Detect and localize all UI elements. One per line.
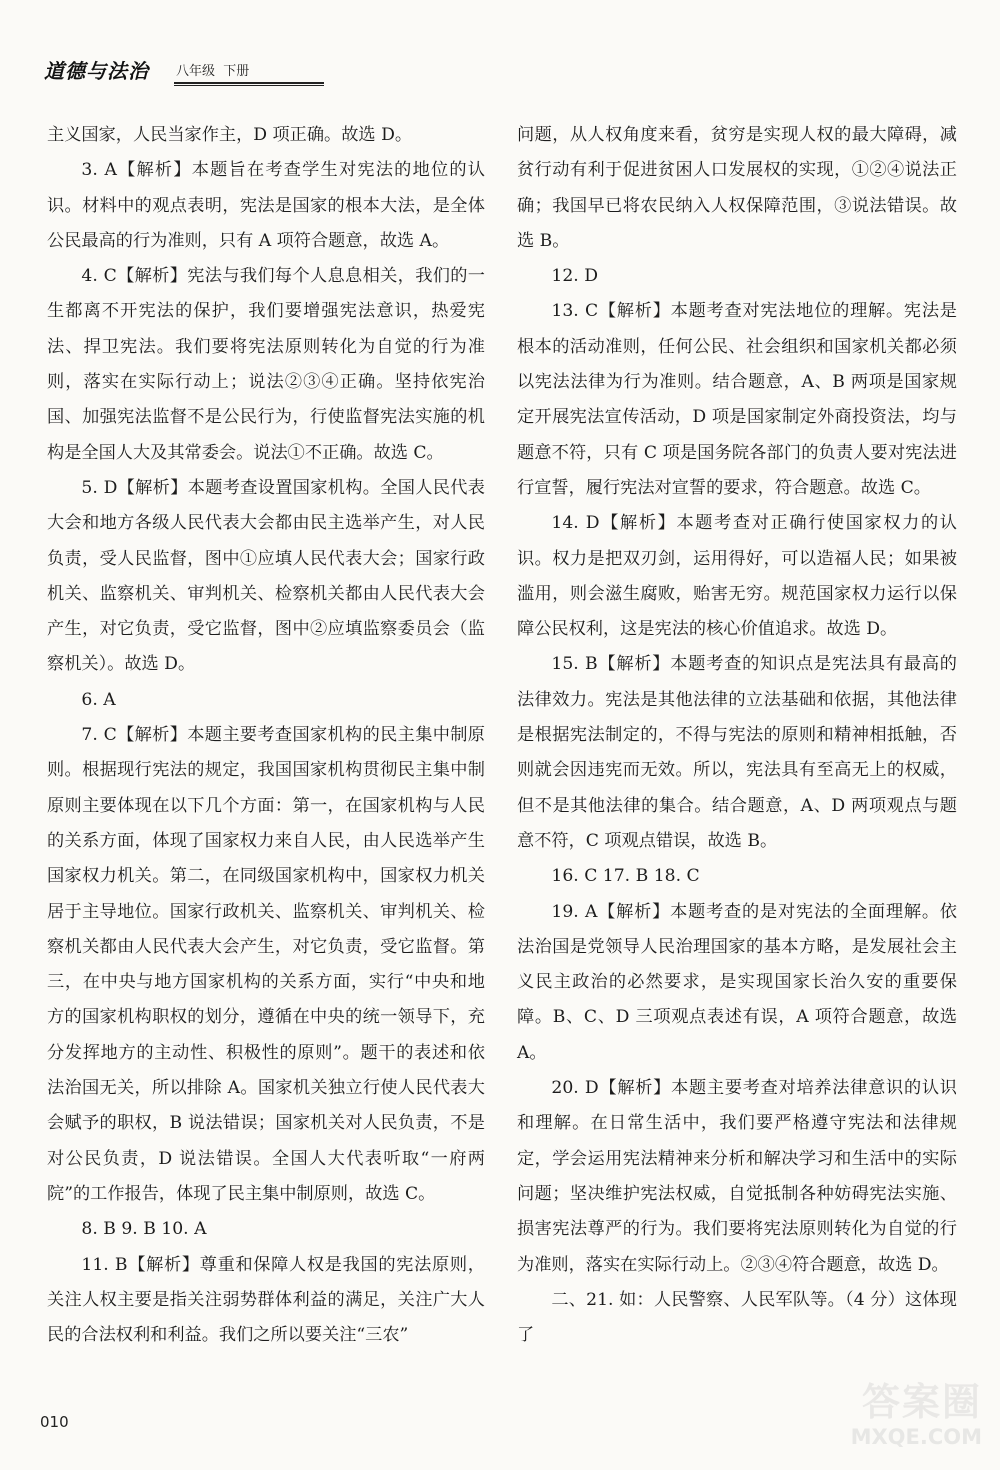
right-column <box>517 118 957 1353</box>
book-header <box>40 58 290 86</box>
header-rule-thin <box>174 85 324 86</box>
answer-paragraph: 6. A <box>81 689 116 710</box>
answer-paragraph: 20. D【解析】本题主要考查对培养法律意识的认识和理解。在日常生活中，我们要严格遵守宪法和法律规定，学会运用宪法精神来分析和解决学习和生活中的实际问题；坚决维护宪法权威，自觉抵制各种妨碍宪法实施、损害宪法尊严的行为。我们要将宪法原则转化为自觉的行为准则，落实在实际行动上。②③④符合题意，故选 D。 <box>517 1078 957 1275</box>
answer-paragraph: 14. D【解析】本题考查对正确行使国家权力的认识。权力是把双刃剑，运用得好，可以造福人民；如果被滥用，则会滋生腐败，贻害无穷。规范国家权力运行以保障公民权利，这是宪法的核心价值追求。故选 D。 <box>517 513 957 640</box>
answer-paragraph: 12. D <box>551 266 598 287</box>
answer-paragraph: 16. C 17. B 18. C <box>551 866 700 887</box>
answer-paragraph: 15. B【解析】本题考查的知识点是宪法具有最高的法律效力。宪法是其他法律的立法基础和依据，其他法律是根据宪法制定的，不得与宪法的原则和精神相抵触，否则就会因违宪而无效。所以，宪法具有至高无上的权威，但不是其他法律的集合。结合题意，A、D 两项观点与题意不符，C 项观点错误，故选 B。 <box>517 654 957 851</box>
answer-paragraph: 4. C【解析】宪法与我们每个人息息相关，我们的一生都离不开宪法的保护，我们要增强宪法意识，热爱宪法、捍卫宪法。我们要将宪法原则转化为自觉的行为准则，落实在实际行动上；说法②③④正确。坚持依宪治国、加强宪法监督不是公民行为，行使监督宪法实施的机构是全国人大及其常委会。说法①不正确。故选 C。 <box>47 266 485 463</box>
answer-paragraph: 7. C【解析】本题主要考查国家机构的民主集中制原则。根据现行宪法的规定，我国国家机构贯彻民主集中制原则主要体现在以下几个方面：第一，在国家机构与人民的关系方面，体现了国家权力来自人民，由人民选举产生国家权力机关。第二，在同级国家机构中，国家权力机关居于主导地位。国家行政机关、监察机关、审判机关、检察机关都由人民代表大会产生，对它负责，受它监督。第三，在中央与地方国家机构的关系方面，实行“中央和地方的国家机构职权的划分，遵循在中央的统一领导下，充分发挥地方的主动性、积极性的原则”。题干的表述和依法治国无关，所以排除 A。国家机关独立行使人民代表大会赋予的职权，B 说法错误；国家机关对人民负责，不是对公民负责，D 说法错误。全国人大代表听取“一府两院”的工作报告，体现了民主集中制原则，故选 C。 <box>47 725 485 1204</box>
answer-paragraph: 二、21. 如：人民警察、人民军队等。（4 分）这体现了 <box>517 1289 957 1346</box>
answer-paragraph: 19. A【解析】本题考查的是对宪法的全面理解。依法治国是党领导人民治理国家的基本方略，是发展社会主义民主政治的必然要求，是实现国家长治久安的重要保障。B、C、D 三项观点表述有误，A 项符合题意，故选 A。 <box>517 901 957 1063</box>
left-column <box>47 118 485 1353</box>
continued-paragraph: 问题，从人权角度来看，贫穷是实现人权的最大障碍，减贫行动有利于促进贫困人口发展权的实现，①②④说法正确；我国早已将农民纳入人权保障范围，③说法错误。故选 B。 <box>517 125 957 251</box>
answer-paragraph: 8. B 9. B 10. A <box>81 1219 207 1240</box>
header-rule <box>174 82 324 84</box>
grade-label: 八年级 下册 <box>176 64 250 79</box>
watermark-url: MXQE.COM <box>850 1425 982 1449</box>
continued-paragraph: 主义国家，人民当家作主，D 项正确。故选 D。 <box>47 125 413 145</box>
page-number: 010 <box>40 1413 69 1431</box>
watermark-logo: 答案圈 <box>861 1380 982 1424</box>
answer-paragraph: 13. C【解析】本题考查对宪法地位的理解。宪法是根本的活动准则，任何公民、社会组织和国家机关都必须以宪法法律为行为准则。结合题意，A、B 两项是国家规定开展宪法宣传活动，D 项是国家制定外商投资法，均与题意不符，只有 C 项是国务院各部门的负责人要对宪法进行宣誓，履行宪法对宣誓的要求，符合题意。故选 C。 <box>517 301 957 498</box>
answer-paragraph: 3. A【解析】本题旨在考查学生对宪法的地位的认识。材料中的观点表明，宪法是国家的根本大法，是全体公民最高的行为准则，只有 A 项符合题意，故选 A。 <box>47 160 485 251</box>
answer-paragraph: 11. B【解析】尊重和保障人权是我国的宪法原则，关注人权主要是指关注弱势群体利益的满足，关注广大人民的合法权利和利益。我们之所以要关注“三农” <box>47 1254 485 1346</box>
watermark <box>812 1371 982 1456</box>
answer-paragraph: 5. D【解析】本题考查设置国家机构。全国人民代表大会和地方各级人民代表大会都由民主选举产生，对人民负责，受人民监督，图中①应填人民代表大会；国家行政机关、监察机关、审判机关、检察机关都由人民代表大会产生，对它负责，受它监督，图中②应填监察委员会（监察机关）。故选 D。 <box>47 477 485 675</box>
book-title: 道德与法治 <box>44 59 149 83</box>
